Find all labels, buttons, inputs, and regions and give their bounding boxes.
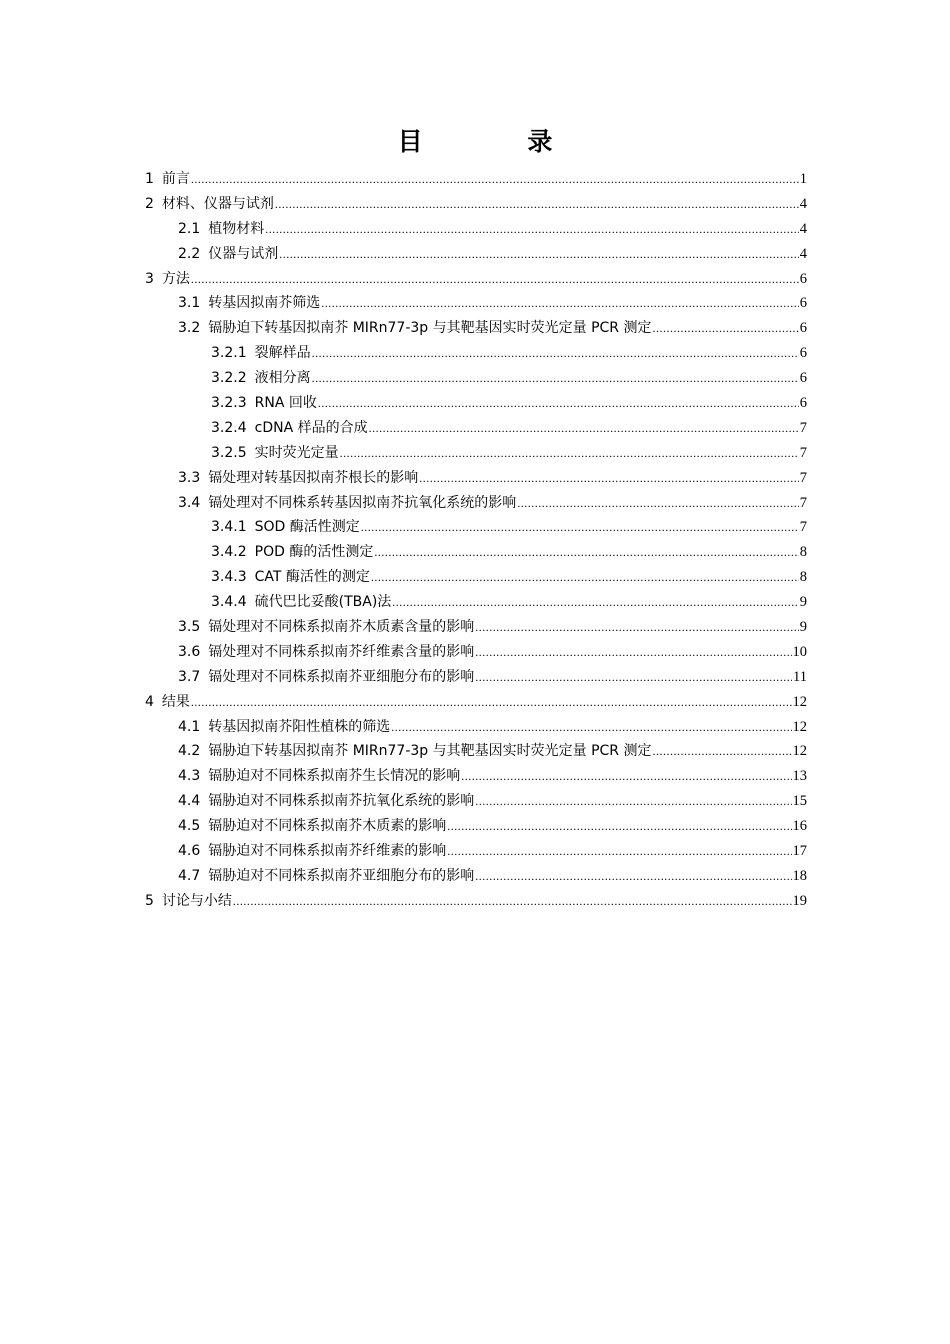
toc-entry-page-number: 16 [792, 818, 807, 835]
toc-entry[interactable] [145, 789, 807, 814]
toc-dot-leader [461, 764, 791, 789]
toc-entry-label: 镉胁迫下转基因拟南芥 MIRn77-3p 与其靶基因实时荧光定量 PCR 测定 [208, 320, 652, 337]
toc-dot-leader [361, 515, 799, 540]
toc-entry-number: 3.5 [178, 619, 201, 636]
toc-entry-label: 镉处理对不同株系拟南芥纤维素含量的影响 [208, 643, 475, 660]
toc-entry-number: 5 [145, 892, 154, 909]
toc-entry-page-number: 13 [792, 768, 807, 785]
toc-dot-leader [475, 864, 791, 889]
toc-entry-page-number: 8 [799, 544, 807, 561]
toc-entry-label: 镉处理对不同株系拟南芥木质素含量的影响 [208, 619, 475, 636]
toc-entry-label: 镉处理对不同株系拟南芥亚细胞分布的影响 [208, 668, 475, 685]
toc-entry[interactable] [145, 515, 807, 540]
toc-entry-page-number: 15 [792, 793, 807, 810]
toc-entry[interactable] [145, 640, 807, 665]
toc-dot-leader [191, 690, 792, 715]
toc-entry-page-number: 6 [799, 270, 807, 287]
toc-entry-page-number: 8 [799, 569, 807, 586]
toc-dot-leader [233, 889, 792, 914]
toc-entry-label: POD 酶的活性测定 [254, 544, 374, 561]
toc-entry-page-number: 6 [799, 395, 807, 412]
toc-entry-label: 镉胁迫对不同株系拟南芥纤维素的影响 [208, 843, 447, 860]
toc-entry[interactable] [145, 416, 807, 441]
toc-entry[interactable] [145, 889, 807, 914]
toc-entry-label: cDNA 样品的合成 [254, 419, 368, 436]
toc-entry-number: 1 [145, 171, 154, 187]
toc-entry[interactable] [145, 540, 807, 565]
toc-entry-page-number: 7 [799, 519, 807, 536]
toc-dot-leader [652, 316, 798, 341]
toc-entry-page-number: 7 [799, 469, 807, 486]
page-title: 目 录 [397, 127, 601, 156]
toc-entry-number: 3.6 [178, 643, 201, 660]
toc-entry-page-number: 12 [792, 718, 807, 735]
toc-entry[interactable] [145, 466, 807, 491]
toc-dot-leader [340, 441, 799, 466]
toc-entry-label: 植物材料 [208, 220, 265, 237]
toc-dot-leader [447, 814, 791, 839]
toc-entry-number: 4.4 [178, 793, 201, 810]
toc-entry-number: 4.5 [178, 818, 201, 835]
toc-entry-label: 结果 [161, 693, 190, 710]
toc-dot-leader [517, 491, 798, 516]
toc-entry-number: 3.2.1 [211, 345, 247, 362]
toc-entry[interactable] [145, 167, 807, 192]
toc-entry-page-number: 6 [799, 320, 807, 337]
toc-entry-number: 3.4.1 [211, 519, 247, 536]
toc-entry-label: 讨论与小结 [161, 892, 232, 909]
toc-entry-number: 2 [145, 195, 154, 212]
toc-entry[interactable] [145, 267, 807, 292]
toc-entry-label: SOD 酶活性测定 [254, 519, 360, 536]
toc-entry-label: 液相分离 [254, 370, 311, 387]
toc-entry-page-number: 6 [799, 370, 807, 387]
toc-entry[interactable] [145, 291, 807, 316]
toc-entry-label: 裂解样品 [254, 345, 311, 362]
toc-dot-leader [374, 540, 798, 565]
toc-entry-label: 镉胁迫对不同株系拟南芥生长情况的影响 [208, 768, 461, 785]
toc-entry-label: 镉胁迫下转基因拟南芥 MIRn77-3p 与其靶基因实时荧光定量 PCR 测定 [208, 743, 652, 760]
toc-dot-leader [475, 640, 791, 665]
toc-dot-leader [447, 839, 791, 864]
toc-entry[interactable] [145, 217, 807, 242]
toc-dot-leader [475, 615, 798, 640]
toc-entry-label: CAT 酶活性的测定 [254, 569, 370, 586]
toc-dot-leader [312, 366, 799, 391]
toc-dot-leader [191, 167, 799, 192]
toc-entry[interactable] [145, 839, 807, 864]
toc-entry-label: 镉胁迫对不同株系拟南芥木质素的影响 [208, 818, 447, 835]
toc-entry-label: 硫代巴比妥酸(TBA)法 [254, 594, 392, 611]
toc-entry[interactable] [145, 565, 807, 590]
toc-entry-label: 仪器与试剂 [208, 245, 279, 262]
toc-entry-number: 4.2 [178, 743, 201, 760]
toc-entry-page-number: 1 [799, 171, 807, 187]
toc-entry-number: 4.7 [178, 867, 201, 884]
toc-dot-leader [475, 789, 791, 814]
toc-entry-number: 3.4.4 [211, 594, 247, 611]
toc-entry-page-number: 9 [799, 594, 807, 611]
toc-dot-leader [391, 715, 791, 740]
toc-entry[interactable] [145, 690, 807, 715]
toc-entry-number: 3.4 [178, 494, 201, 511]
toc-entry-number: 4.3 [178, 768, 201, 785]
toc-entry-number: 3.3 [178, 469, 201, 486]
toc-entry-number: 3.7 [178, 668, 201, 685]
table-of-contents [145, 167, 807, 914]
toc-entry-page-number: 4 [799, 195, 807, 212]
toc-entry-label: 镉处理对不同株系转基因拟南芥抗氧化系统的影响 [208, 494, 517, 511]
toc-dot-leader [191, 267, 799, 292]
toc-dot-leader [371, 565, 799, 590]
toc-entry-number: 3.4.2 [211, 544, 247, 561]
toc-entry[interactable] [145, 864, 807, 889]
toc-entry[interactable] [145, 739, 807, 764]
toc-entry-label: 镉胁迫对不同株系拟南芥亚细胞分布的影响 [208, 867, 475, 884]
toc-entry-number: 4 [145, 693, 154, 710]
toc-entry[interactable] [145, 715, 807, 740]
toc-entry[interactable] [145, 491, 807, 516]
toc-entry-page-number: 19 [792, 892, 807, 909]
toc-entry-page-number: 12 [792, 693, 807, 710]
toc-entry-number: 3.2.2 [211, 370, 247, 387]
toc-dot-leader [275, 192, 799, 217]
toc-entry-page-number: 6 [799, 345, 807, 362]
toc-entry-number: 3.4.3 [211, 569, 247, 586]
toc-entry[interactable] [145, 391, 807, 416]
toc-dot-leader [369, 416, 799, 441]
toc-entry-page-number: 18 [792, 867, 807, 884]
toc-entry-label: 前言 [161, 171, 190, 187]
toc-entry[interactable] [145, 441, 807, 466]
toc-entry-label: 方法 [161, 270, 190, 287]
toc-dot-leader [318, 391, 799, 416]
toc-entry-page-number: 7 [799, 494, 807, 511]
toc-entry-number: 3.2 [178, 320, 201, 337]
toc-entry[interactable] [145, 615, 807, 640]
toc-entry-label: 实时荧光定量 [254, 444, 339, 461]
toc-entry-label: 转基因拟南芥筛选 [208, 295, 321, 312]
toc-entry-page-number: 4 [799, 220, 807, 237]
toc-entry-label: 转基因拟南芥阳性植株的筛选 [208, 718, 391, 735]
toc-entry-page-number: 4 [799, 245, 807, 262]
toc-entry-page-number: 7 [799, 444, 807, 461]
toc-entry-label: 镉处理对转基因拟南芥根长的影响 [208, 469, 419, 486]
toc-entry[interactable] [145, 764, 807, 789]
toc-entry[interactable] [145, 192, 807, 217]
toc-entry-number: 3.1 [178, 295, 201, 312]
toc-entry[interactable] [145, 316, 807, 341]
toc-entry-number: 3 [145, 270, 154, 287]
toc-entry-label: RNA 回收 [254, 395, 317, 412]
toc-entry-page-number: 9 [799, 619, 807, 636]
toc-dot-leader [265, 217, 798, 242]
toc-dot-leader [279, 242, 798, 267]
toc-entry-number: 3.2.5 [211, 444, 247, 461]
toc-dot-leader [392, 590, 798, 615]
toc-entry[interactable] [145, 242, 807, 267]
toc-entry-number: 2.1 [178, 220, 201, 237]
toc-entry[interactable] [145, 590, 807, 615]
toc-dot-leader [321, 291, 798, 316]
toc-entry[interactable] [145, 341, 807, 366]
toc-dot-leader [475, 665, 792, 690]
toc-entry-page-number: 7 [799, 419, 807, 436]
toc-entry[interactable] [145, 665, 807, 690]
toc-entry-page-number: 10 [792, 643, 807, 660]
toc-entry-page-number: 11 [793, 668, 807, 685]
toc-dot-leader [312, 341, 799, 366]
toc-entry[interactable] [145, 366, 807, 391]
toc-entry-number: 2.2 [178, 245, 201, 262]
toc-entry-label: 镉胁迫对不同株系拟南芥抗氧化系统的影响 [208, 793, 475, 810]
toc-entry-page-number: 12 [792, 743, 807, 760]
toc-dot-leader [419, 466, 798, 491]
toc-entry-page-number: 6 [799, 295, 807, 312]
toc-entry[interactable] [145, 814, 807, 839]
toc-entry-number: 3.2.4 [211, 419, 247, 436]
toc-entry-label: 材料、仪器与试剂 [161, 195, 274, 212]
toc-entry-number: 4.6 [178, 843, 201, 860]
toc-entry-number: 4.1 [178, 718, 201, 735]
toc-entry-number: 3.2.3 [211, 395, 247, 412]
toc-dot-leader [652, 739, 791, 764]
toc-entry-page-number: 17 [792, 843, 807, 860]
